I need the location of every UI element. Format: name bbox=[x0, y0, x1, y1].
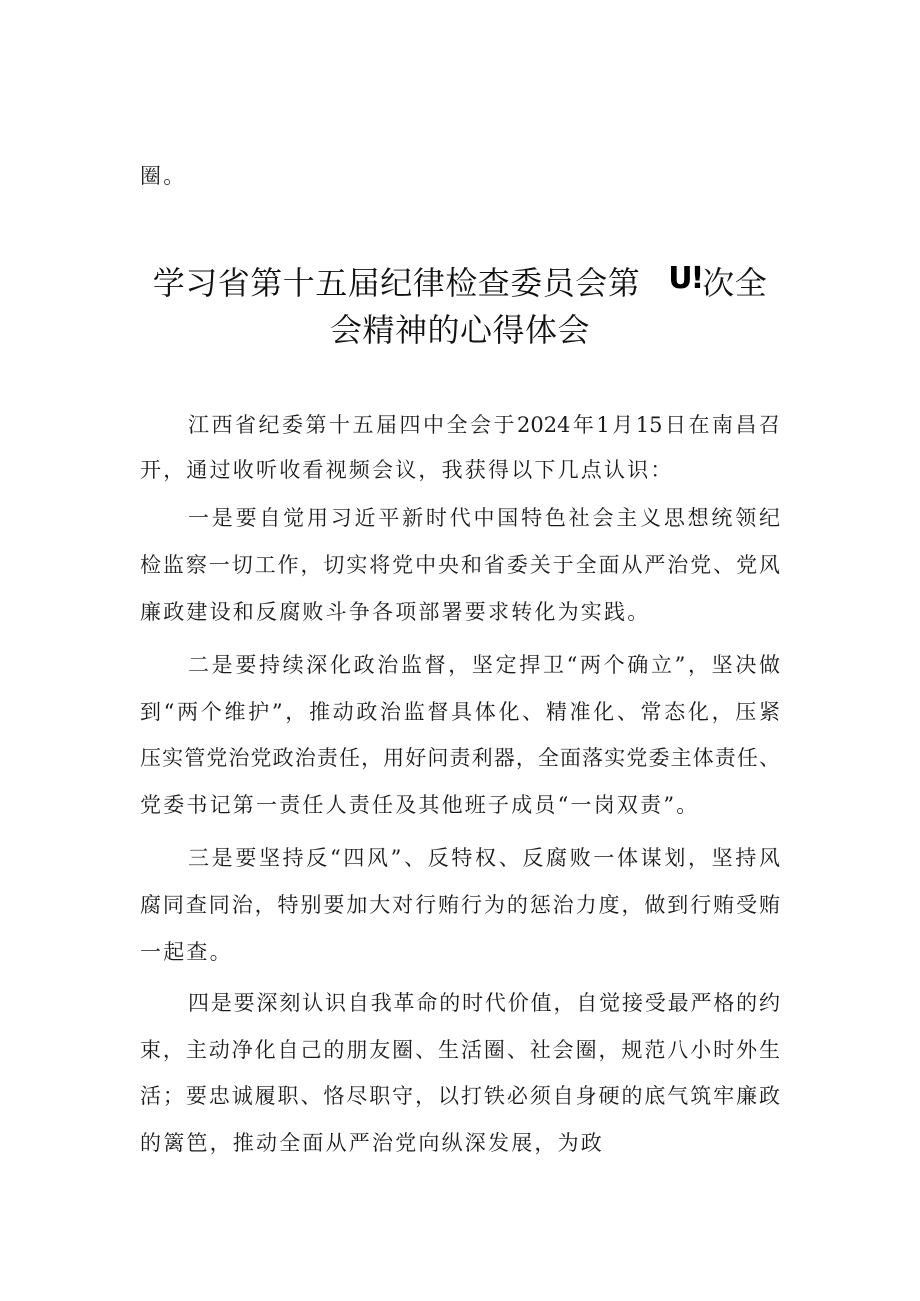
title-text-part-2: 次全 bbox=[702, 264, 768, 302]
paragraph-line: 开，通过收听收看视频会议，我获得以下几点认识： bbox=[140, 458, 674, 482]
paragraph-line: 党委书记第一责任人责任及其他班子成员“一岗双责”。 bbox=[140, 793, 700, 817]
paragraph-line: 三是要坚持反“四风”、反特权、反腐败一体谋划，坚持风 bbox=[188, 846, 780, 870]
paragraph-line: 一起查。 bbox=[140, 940, 233, 964]
previous-page-fragment: 圈。 bbox=[140, 164, 187, 188]
title-line-2: 会精神的心得体会 bbox=[329, 311, 590, 349]
paragraph-line: 检监察一切工作，切实将党中央和省委关于全面从严治党、党风 bbox=[140, 553, 780, 577]
title-line-1 bbox=[0, 263, 920, 303]
paragraph-line: 活；要忠诚履职、恪尽职守，以打铁必须自身硬的底气筑牢廉政 bbox=[140, 1084, 780, 1108]
paragraph-line: 二是要持续深化政治监督，坚定捍卫“两个确立”，坚决做 bbox=[188, 653, 780, 677]
paragraph-line: 廉政建设和反腐败斗争各项部署要求转化为实践。 bbox=[140, 600, 651, 624]
paragraph-line: 腐同查同治，特别要加大对行贿行为的惩治力度，做到行贿受贿 bbox=[140, 893, 780, 917]
paragraph-line: 一是要自觉用习近平新时代中国特色社会主义思想统领纪 bbox=[188, 506, 780, 530]
title-glitch-glyph: U! bbox=[668, 261, 703, 296]
paragraph-line: 压实管党治党政治责任，用好问责利器，全面落实党委主体责任、 bbox=[140, 746, 780, 770]
paragraph-line: 束，主动净化自己的朋友圈、生活圈、社会圈，规范八小时外生 bbox=[140, 1038, 780, 1062]
title-text-part-1: 学习省第十五届纪律检查委员会第 bbox=[152, 264, 641, 302]
paragraph-line: 到“两个维护”，推动政治监督具体化、精准化、常态化，压紧 bbox=[140, 700, 780, 724]
paragraph-line: 四是要深刻认识自我革命的时代价值，自觉接受最严格的约 bbox=[188, 991, 780, 1015]
paragraph-line: 的篱笆，推动全面从严治党向纵深发展，为政 bbox=[140, 1131, 604, 1155]
paragraph-line: 江西省纪委第十五届四中全会于2024年1月15日在南昌召 bbox=[188, 413, 780, 437]
